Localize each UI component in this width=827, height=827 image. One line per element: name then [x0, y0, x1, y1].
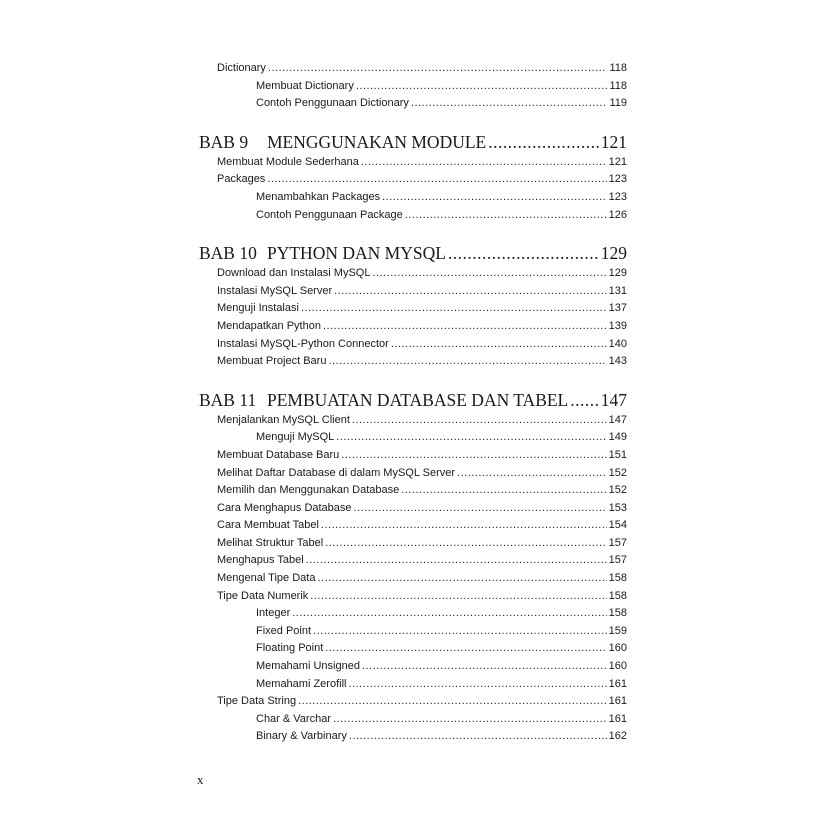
toc-section-entry	[199, 302, 627, 320]
toc-section-entry	[199, 156, 627, 174]
dot-leader	[411, 97, 608, 109]
entry-title: Char & Varchar	[256, 712, 331, 725]
page-ref: 126	[608, 208, 627, 221]
entry-title: Menguji Instalasi	[217, 302, 299, 315]
toc-subsection-entry	[199, 660, 627, 678]
dot-leader	[349, 730, 607, 742]
page-ref: 160	[608, 660, 627, 673]
dot-leader	[317, 572, 606, 584]
page-ref: 118	[609, 62, 627, 74]
toc-section-entry	[199, 285, 627, 303]
chapter-heading	[199, 243, 627, 264]
entry-title: Membuat Dictionary	[256, 79, 354, 92]
entry-title: Binary & Varbinary	[256, 730, 347, 743]
chapter-title: PEMBUATAN DATABASE DAN TABEL	[267, 389, 569, 410]
page-ref: 151	[608, 448, 627, 461]
toc-subsection-entry	[199, 209, 627, 227]
page-ref: 121	[600, 131, 627, 152]
toc-subsection-entry	[199, 97, 627, 115]
toc-section-entry	[199, 484, 627, 502]
page-ref: 158	[608, 572, 627, 585]
dot-leader	[362, 660, 607, 672]
toc-section-entry	[199, 449, 627, 467]
toc-subsection-entry	[199, 678, 627, 696]
toc-subsection-entry	[199, 191, 627, 209]
dot-leader	[323, 320, 607, 332]
page-ref: 161	[608, 712, 627, 725]
chapter-number: BAB 9	[199, 131, 249, 152]
toc-subsection-entry	[199, 713, 627, 731]
toc-section-entry	[199, 320, 627, 338]
entry-title: Instalasi MySQL Server	[217, 284, 333, 297]
dot-leader	[448, 243, 599, 264]
dot-leader	[306, 554, 607, 566]
entry-title: Memilih dan Menggunakan Database	[217, 484, 400, 497]
page-ref: 152	[608, 466, 627, 479]
dot-leader	[348, 678, 606, 690]
dot-leader	[328, 355, 606, 367]
chapter-heading	[199, 132, 627, 153]
toc-section-entry	[199, 502, 627, 520]
toc-section-entry	[199, 695, 627, 713]
dot-leader	[405, 209, 607, 221]
toc-section-entry	[199, 590, 627, 608]
entry-title: Menjalankan MySQL Client	[217, 413, 350, 426]
entry-title: Menambahkan Packages	[256, 190, 381, 203]
toc-subsection-entry	[199, 730, 627, 748]
toc-section-entry	[199, 572, 627, 590]
dot-leader	[301, 302, 607, 314]
toc-section-entry	[199, 267, 627, 285]
entry-title: Melihat Struktur Tabel	[217, 536, 324, 549]
entry-title: Mendapatkan Python	[217, 319, 321, 332]
dot-leader	[457, 467, 607, 479]
page-ref: 139	[608, 319, 627, 332]
entry-title: Instalasi MySQL-Python Connector	[217, 337, 389, 350]
dot-leader	[334, 285, 607, 297]
toc-section-entry	[199, 537, 627, 555]
dot-leader	[325, 642, 606, 654]
entry-title: Cara Membuat Tabel	[217, 519, 319, 532]
toc-subsection-entry	[199, 607, 627, 625]
dot-leader	[313, 625, 607, 637]
dot-leader	[488, 132, 599, 153]
dot-leader	[391, 338, 607, 350]
dot-leader	[570, 390, 598, 411]
page-number: x	[197, 772, 204, 787]
dot-leader	[267, 173, 606, 185]
page-ref: 153	[608, 501, 627, 514]
page-ref: 140	[608, 337, 627, 350]
page-ref: 121	[608, 155, 627, 168]
page-ref: 161	[608, 677, 627, 690]
page-ref: 123	[608, 173, 627, 186]
entry-title: Contoh Penggunaan Dictionary	[256, 97, 409, 110]
page-ref: 143	[608, 355, 627, 368]
entry-title: Memahami Unsigned	[256, 660, 360, 673]
dot-leader	[401, 484, 606, 496]
chapter-heading	[199, 390, 627, 411]
page-ref: 129	[608, 267, 627, 280]
dot-leader	[341, 449, 606, 461]
toc-subsection-entry	[199, 625, 627, 643]
dot-leader	[382, 191, 607, 203]
page-ref: 157	[608, 554, 627, 567]
toc-subsection-entry	[199, 642, 627, 660]
entry-title: Integer	[256, 607, 291, 620]
page-ref: 162	[608, 730, 627, 743]
dot-leader	[310, 590, 606, 602]
page-ref: 123	[608, 190, 627, 203]
entry-title: Cara Menghapus Database	[217, 501, 352, 514]
chapter-number: BAB 10	[199, 243, 257, 264]
entry-title: Mengenal Tipe Data	[217, 572, 316, 585]
page-ref: 161	[608, 695, 627, 708]
dot-leader	[292, 607, 606, 619]
dot-leader	[333, 713, 607, 725]
entry-title: Melihat Daftar Database di dalam MySQL Server	[217, 466, 456, 479]
dot-leader	[336, 431, 606, 443]
toc-section-entry	[199, 414, 627, 432]
entry-title: Contoh Penggunaan Package	[256, 208, 403, 221]
entry-title: Memahami Zerofill	[256, 677, 347, 690]
page-ref: 147	[600, 389, 627, 410]
entry-title: Membuat Database Baru	[217, 448, 340, 461]
toc-section-entry	[199, 338, 627, 356]
dot-leader	[361, 156, 607, 168]
toc-subsection-entry	[199, 431, 627, 449]
table-of-contents	[199, 62, 627, 748]
entry-title: Floating Point	[256, 642, 324, 655]
dot-leader	[354, 502, 607, 514]
page-ref: 147	[608, 413, 627, 426]
chapter-title: MENGGUNAKAN MODULE	[267, 131, 487, 152]
dot-leader	[298, 695, 607, 707]
page-ref: 159	[608, 624, 627, 637]
entry-title: Tipe Data Numerik	[217, 589, 309, 602]
toc-section-entry	[199, 467, 627, 485]
page-ref: 160	[608, 642, 627, 655]
dot-leader	[268, 62, 608, 74]
page-ref: 119	[609, 97, 627, 110]
entry-title: Fixed Point	[256, 624, 312, 637]
toc-subsection-entry	[199, 80, 627, 98]
page-ref: 149	[608, 431, 627, 444]
chapter-number: BAB 11	[199, 389, 257, 410]
dot-leader	[321, 519, 607, 531]
page-ref: 131	[608, 284, 627, 297]
page-ref: 152	[608, 484, 627, 497]
dot-leader	[372, 267, 606, 279]
toc-section-entry	[199, 173, 627, 191]
page-ref: 137	[608, 302, 627, 315]
page-ref: 129	[600, 243, 627, 264]
toc-section-entry	[199, 62, 627, 80]
page-ref: 157	[608, 536, 627, 549]
entry-title: Membuat Module Sederhana	[217, 155, 359, 168]
entry-title: Download dan Instalasi MySQL	[217, 267, 371, 280]
toc-section-entry	[199, 554, 627, 572]
entry-title: Menghapus Tabel	[217, 554, 304, 567]
entry-title: Membuat Project Baru	[217, 355, 327, 368]
toc-section-entry	[199, 519, 627, 537]
page-ref: 158	[608, 607, 627, 620]
page-ref: 154	[608, 519, 627, 532]
entry-title: Dictionary	[217, 62, 266, 74]
toc-section-entry	[199, 355, 627, 373]
entry-title: Menguji MySQL	[256, 431, 335, 444]
dot-leader	[356, 80, 608, 92]
page-ref: 118	[609, 79, 627, 92]
entry-title: Tipe Data String	[217, 695, 297, 708]
page-ref: 158	[608, 589, 627, 602]
entry-title: Packages	[217, 173, 266, 186]
dot-leader	[325, 537, 606, 549]
dot-leader	[352, 414, 607, 426]
chapter-title: PYTHON DAN MYSQL	[267, 243, 446, 264]
